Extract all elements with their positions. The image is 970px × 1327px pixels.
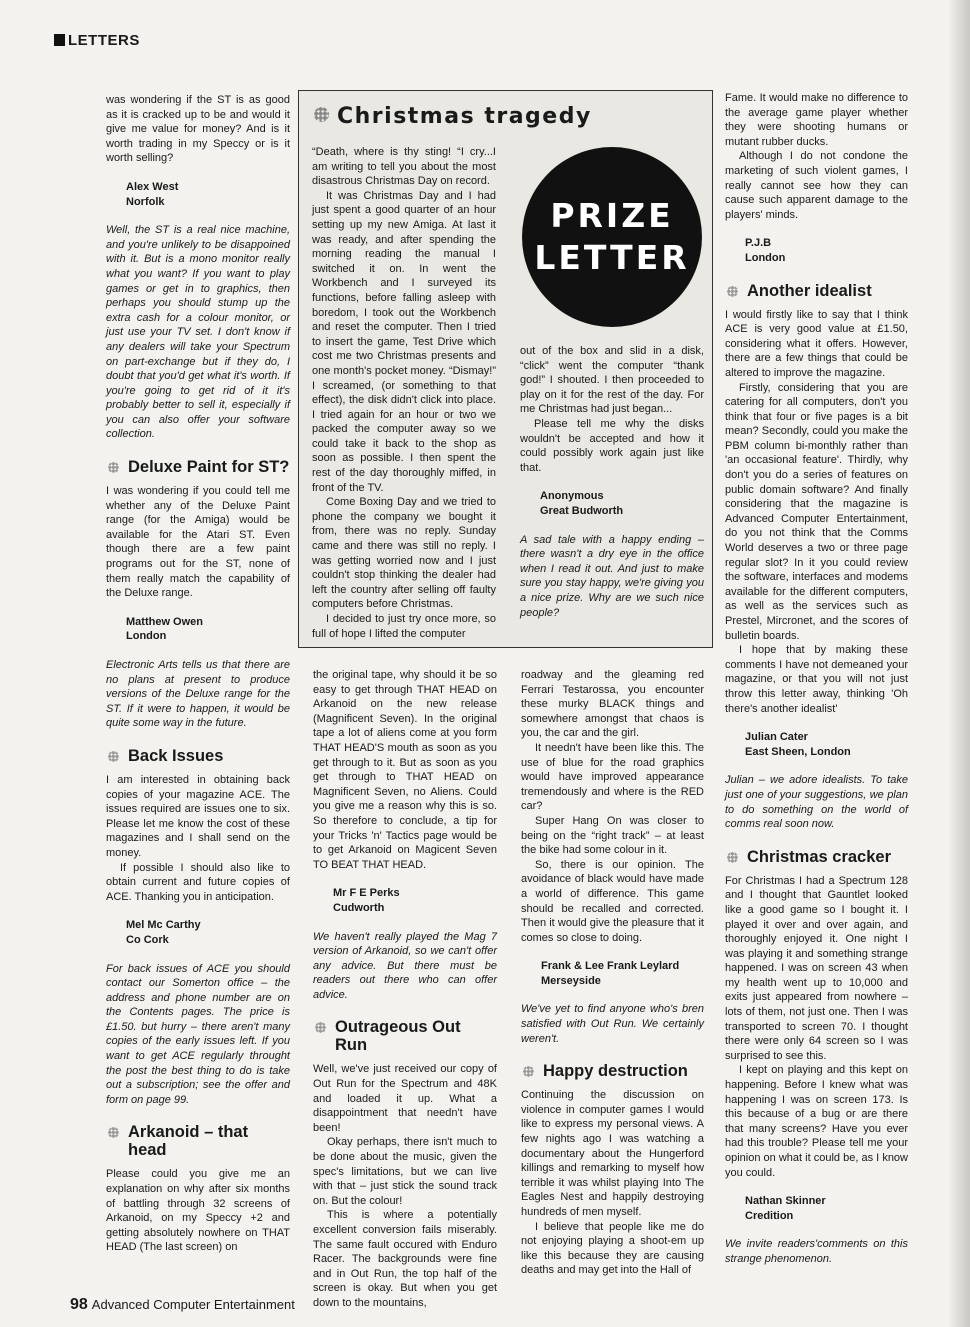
editor-reply: We invite readers'comments on this strange phenomenon. <box>725 1238 908 1265</box>
letter-text: was wondering if the ST is as good as it is cracked up to be and would it give me value for money? And is it worth trading in my Speccy or is it worth selling? <box>106 94 290 165</box>
letter-text: I kept on playing and this kept on happening. Before I knew what was happening I was on screen 173. Is this because of a bug or are there that many screens? Have you ever had this trouble? Please tell me your opinion on what it could be, as I know you could. <box>725 1064 908 1179</box>
editor-reply: We've yet to find anyone who's bren satisfied with Out Run. We certainly weren't. <box>521 1003 704 1045</box>
column-2 <box>313 668 497 1311</box>
bullet-icon <box>315 1022 326 1033</box>
letter-text: I would firstly like to say that I think ACE is very good value at £1.50, considering what it offers. However, there are a few things that could be altered to improve the magazine. <box>725 308 908 379</box>
prize-letter-column-1 <box>312 145 496 641</box>
bullet-icon <box>727 286 738 297</box>
letter-heading: Arkanoid – that head <box>106 1123 290 1159</box>
letter-text: I was wondering if you could tell me whether any of the Deluxe Paint range (for the Amiga) would be available for the Atari ST. Even though there are a few paint programs out for the ST, none of them really match the capability of the Deluxe range. <box>106 485 290 600</box>
signature: Julian Cater East Sheen, London <box>745 731 851 758</box>
letter-text: I am interested in obtaining back copies of your magazine ACE. The issues required are issues one to six. Please let me know the cost of these magazines and I shall send on the money. <box>106 773 290 859</box>
letter-text: It needn't have been like this. The use of blue for the road graphics would have improved appearance tremendously and where is the RED car? <box>521 741 704 813</box>
column-4 <box>725 91 908 1267</box>
prize-letter-badge: PRIZE LETTER <box>522 147 702 327</box>
editor-reply: Electronic Arts tells us that there are no plans at present to produce versions of the Deluxe range for the ST. If it were to happen, it would be quite some way in the future. <box>106 659 290 730</box>
page-footer <box>70 1296 295 1314</box>
bullet-icon <box>727 852 738 863</box>
letter-text: “Death, where is thy sting! “I cry...I am writing to tell you about the most disastrous Christmas Day on record. <box>312 146 496 188</box>
column-3 <box>521 668 704 1278</box>
letter-text: Please could you give me an explanation on why after six months of battling through 32 screens of Arkanoid, on my Speccy +2 and getting absolutely nowhere on THAT HEAD (The last screen) on <box>106 1168 290 1254</box>
letter-text: So, there is our opinion. The avoidance of black would have made a world of difference. This game should be recalled and corrected. Then it would give the pleasure that it comes so close to doing. <box>521 858 704 944</box>
letter-heading: Deluxe Paint for ST? <box>106 458 290 476</box>
bullet-icon <box>523 1066 534 1077</box>
signature: P.J.B London <box>745 237 786 264</box>
letter-text: Come Boxing Day and we tried to phone the company we bought it from, there was no reply. Sunday came and there was still no reply. I was getting worried now and I just couldn't stop thinking the dealer had left the country after selling off faulty computers before Christmas. <box>312 496 496 611</box>
page-spine-shadow <box>948 0 970 1327</box>
letter-text: I believe that people like me do not enjoying playing a shoot-em up like this because they are causing deaths and may get into the Hall of <box>521 1220 704 1277</box>
bullet-icon <box>314 107 329 122</box>
letter-text: Okay perhaps, there isn't much to be done about the music, given the spec's limitations, but we can live with that – just stick the sound track on. But the colour! <box>313 1136 497 1207</box>
prize-letter-title: Christmas tragedy <box>314 104 592 129</box>
bullet-icon <box>108 751 119 762</box>
editor-reply: Julian – we adore idealists. To take just one of your suggestions, we plan to do something on the world of comms real soon now. <box>725 774 908 831</box>
letter-text: Fame. It would make no difference to the average game player whether they were shooting humans or mutant rubber ducks. <box>725 92 908 148</box>
letter-text: For Christmas I had a Spectrum 128 and I thought that Gauntlet looked like a good game so I bought it. I played it over and over again, and thoroughly enjoyed it. One night I was playing it and something strange happened. I was on screen 43 when my health went up to 10,000 and exits just appeared from nowhere – lots of them, not just one. Then I was transported to screen 70. I thought there were only 64 screen so I was surprised to see this. <box>725 874 908 1062</box>
signature: Mel Mc Carthy Co Cork <box>126 919 201 946</box>
signature: Mr F E Perks Cudworth <box>333 887 400 914</box>
letter-text: out of the box and slid in a disk, “click” went the computer “thank god!” I shouted. I then proceeded to play on it for the rest of the day. For me Christmas had just began... <box>520 345 704 416</box>
letter-heading: Christmas cracker <box>725 848 908 866</box>
letter-text: roadway and the gleaming red Ferrari Testarossa, you encounter these murky BLACK things and somewhere amongst that chaos is you, the car and the girl. <box>521 669 704 740</box>
letter-text: Continuing the discussion on violence in computer games I would like to express my personal views. A few nights ago I was watching a documentary about the Hungerford killings and remarking to myself how terrible it was whilst playing Into The Eagles Nest and happily destroying hundreds of men myself. <box>521 1089 704 1218</box>
editor-reply: A sad tale with a happy ending – there wasn't a dry eye in the office when I read it out. And just to make sure you stay happy, we're giving you a nice prize. Why are we such nice people? <box>520 533 704 619</box>
bullet-icon <box>108 1127 119 1138</box>
letter-heading: Another idealist <box>725 282 908 300</box>
prize-letter-column-2 <box>520 344 704 620</box>
letter-text: I decided to just try once more, so full of hope I lifted the computer <box>312 613 496 640</box>
magazine-name: Advanced Computer Entertainment <box>91 1297 295 1312</box>
letter-heading: Happy destruction <box>521 1062 704 1080</box>
bullet-icon <box>108 462 119 473</box>
column-1 <box>106 93 290 1255</box>
editor-reply: Well, the ST is a real nice machine, and you're unlikely to be disappoined with it. But is a mono monitor really what you want? If you want to play games or get in to graphics, then perhaps you should stump up the extra cash for a colour monitor, or just use your TV set. I don't know if any dealers will take your Spectrum on part-exchange but if they do, I doubt that you'd get what it's worth. If you're going to get rid of it it's probably better to sell it, especially if you can also offer your software collection. <box>106 224 290 441</box>
letter-heading: Back Issues <box>106 747 290 765</box>
letter-text: the original tape, why should it be so easy to get through THAT HEAD on Arkanoid on the new release (Magnificent Seven). In the original tape a lot of aliens come at you form THAT HEAD'S mouth as soon as you get through to it. But as soon as you get through to THAT HEAD on Magnificent Seven, no Aliens. Could you give me a reason why this is so. So therefore to conclude, a tip for your Tricks 'n' Tactics page would be to get Arkanoid on Magicent Seven TO BEAT THAT HEAD. <box>313 669 497 871</box>
letter-text: If possible I should also like to obtain current and future copies of ACE. Thanking you in anticipation. <box>106 861 290 903</box>
letter-text: Firstly, considering that you are catering for all computers, don't you think that four or five pages is a bit mean? Secondly, could you make the PBM column bi-monthly rather than 'an occasional feature'. Thirdly, why don't you do a series of features on public domain software? And finally considering that the magazine is Advanced Computer Entertainment, do you not think that the Comms World deserves a two or three page regular slot? In it you could review the software, interfaces and modems available for the different computers, as well as the services such as Prestel, Mircronet, and the scores of bulletin boards. <box>725 381 908 642</box>
letter-heading: Outrageous Out Run <box>313 1018 497 1054</box>
section-header: LETTERS <box>54 32 140 49</box>
signature: Nathan Skinner Credition <box>745 1195 826 1222</box>
editor-reply: We haven't really played the Mag 7 version of Arkanoid, so we can't offer any advice. But there must be readers out there who can offer advice. <box>313 930 497 1001</box>
signature: Frank & Lee Frank Leylard Merseyside <box>541 960 680 987</box>
page-number: 98 <box>70 1296 88 1313</box>
editor-reply: For back issues of ACE you should contact our Somerton office – the address and phone number are on the Contents pages. The price is £1.50. but hurry – there aren't many copies of the early issues left. If you want to get ACE regularly throught the post the best thing to do is take out a subscription; see the offer and form on page 99. <box>106 962 290 1106</box>
letter-text: Super Hang On was closer to being on the “right track” – at least the bike had some colour in it. <box>521 814 704 857</box>
letter-text: Well, we've just received our copy of Out Run for the Spectrum and 48K and loaded it up. What a disappointment that needn't have been! <box>313 1063 497 1134</box>
letter-text: Although I do not condone the marketing of such violent games, I really cannot see how they can cause such apparent damage to the players' minds. <box>725 150 908 221</box>
signature: Anonymous Great Budworth <box>540 490 624 517</box>
section-mark-icon <box>54 34 65 46</box>
letter-text: This is where a potentially excellent conversion fails miserably. The same fault occured with Enduro Racer. The backgrounds were fine and in Out Run, the top half of the screen is okay. But when you get down to the mountains, <box>313 1209 497 1309</box>
signature: Alex West Norfolk <box>126 180 179 208</box>
letter-text: It was Christmas Day and I had just spent a good quarter of an hour setting up my new Amiga. At last it was ready, and after spending the morning reading the manual I switched it on. In went the Workbench and I surveyed its functions, before falling asleep with boredom, I took out the Workbench and reset the computer. Then I tried to insert the game, Test Drive which cost me two Christmas presents and one month's pocket money. “Dismay!” I screamed, (or something to that effect), the disk didn't click into place. I tried again for an hour or two we packed the computer away so we could take it back to the shop as soon as possible. I then spent the rest of the day thoroughly miffed, in front of the TV. <box>312 189 496 494</box>
signature: Matthew Owen London <box>126 615 204 643</box>
letter-text: I hope that by making these comments I have not demeaned your magazine, or that you will not just throw this letter away, thinking 'Oh there's another idealist' <box>725 644 908 715</box>
letter-text: Please tell me why the disks wouldn't be accepted and how it could possibly work again just like that. <box>520 417 704 474</box>
